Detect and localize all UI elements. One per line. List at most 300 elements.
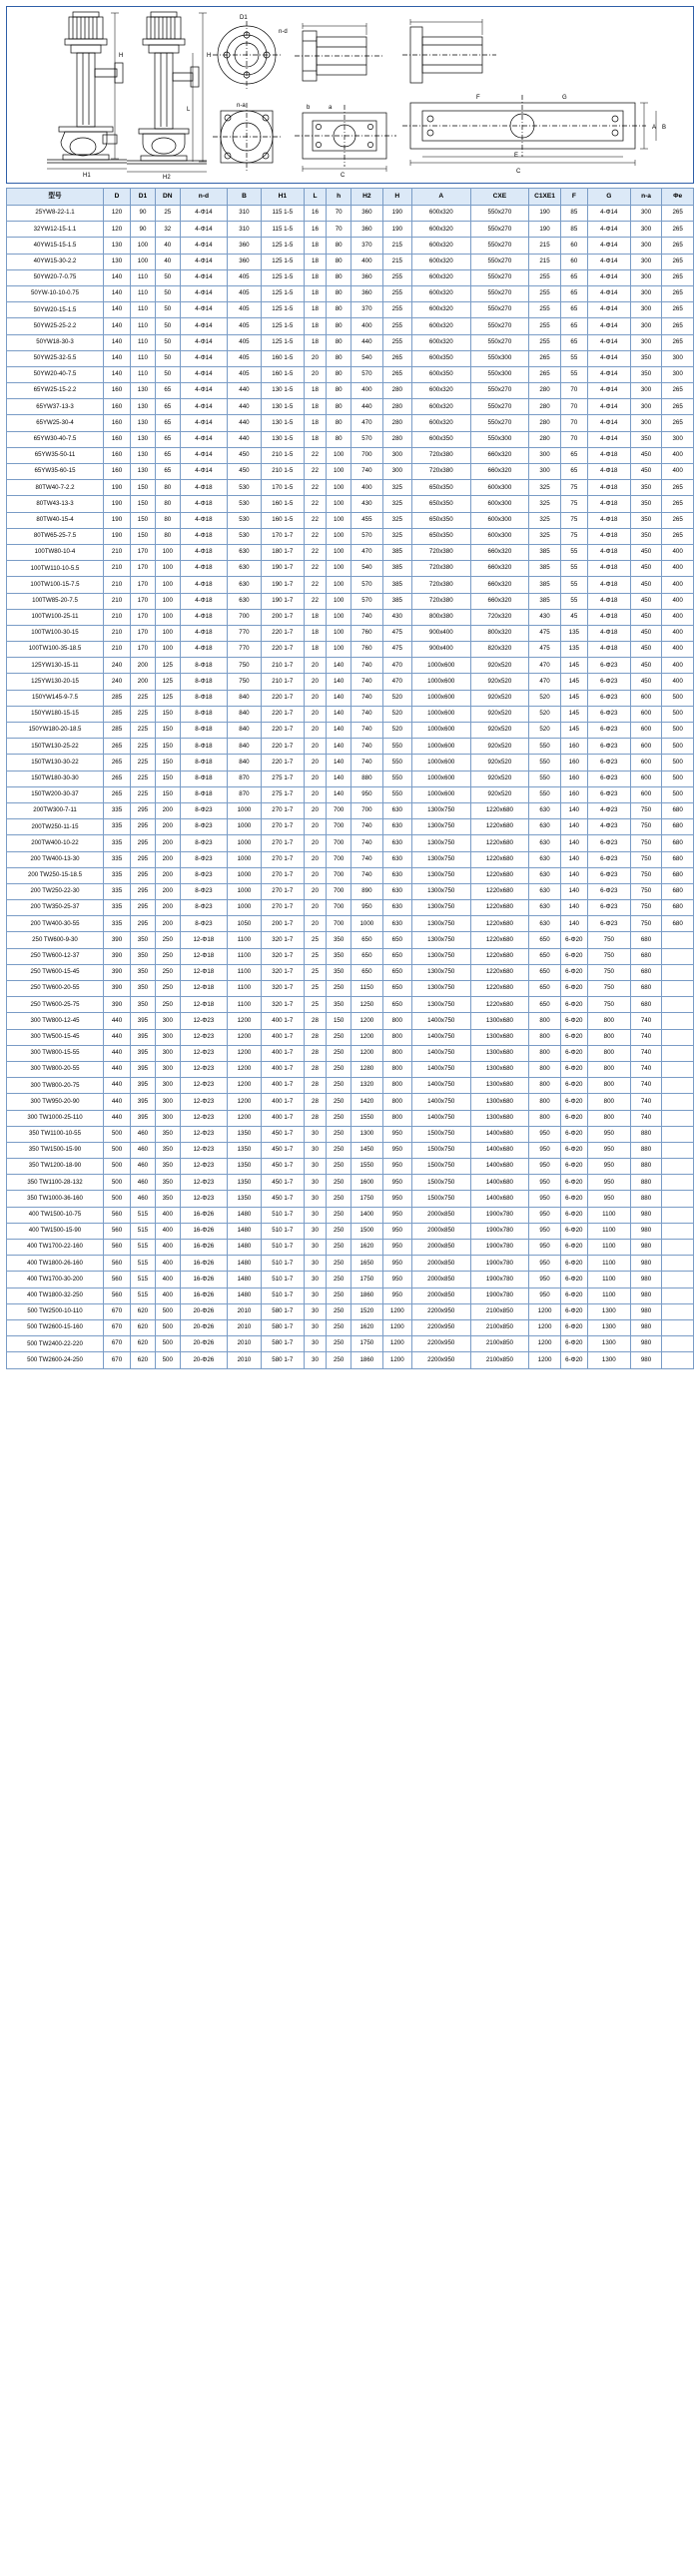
- cell-value: 190: [103, 528, 130, 544]
- baseplate-rect-view: [295, 105, 396, 172]
- cell-value: 530: [228, 480, 262, 496]
- cell-value: 440: [351, 334, 383, 350]
- cell-value: 30: [304, 1223, 327, 1239]
- cell-value: 30: [304, 1256, 327, 1272]
- cell-value: 100: [327, 480, 351, 496]
- cell-value: 16-Φ26: [180, 1256, 227, 1272]
- cell-value: 6-Φ23: [587, 900, 630, 916]
- cell-value: 800: [529, 1045, 561, 1061]
- cell-value: 18: [304, 383, 327, 399]
- cell-value: 800: [587, 1013, 630, 1029]
- cell-value: 12-Φ23: [180, 1191, 227, 1207]
- cell-value: 320 1-7: [261, 948, 304, 964]
- cell-value: 740: [351, 835, 383, 851]
- cell-value: 1500x750: [411, 1159, 470, 1175]
- cell-value: 1400x750: [411, 1045, 470, 1061]
- cell-value: 300: [630, 399, 662, 415]
- cell-value: 50: [155, 285, 180, 301]
- cell-model: 40YW15-15-1.5: [7, 238, 104, 254]
- table-row: [7, 254, 694, 269]
- cell-value: 1900x780: [470, 1256, 529, 1272]
- cell-value: 30: [304, 1272, 327, 1288]
- cell-value: 800: [382, 1013, 411, 1029]
- cell-value: 140: [103, 318, 130, 334]
- cell-value: 295: [131, 883, 156, 899]
- cell-value: 360: [228, 238, 262, 254]
- cell-value: 800: [587, 1029, 630, 1045]
- cell-value: 6-Φ20: [560, 1061, 587, 1077]
- cell-value: 160 1-5: [261, 366, 304, 382]
- cell-value: 250: [327, 1191, 351, 1207]
- cell-value: [662, 1094, 694, 1110]
- table-row: [7, 399, 694, 415]
- cell-value: 1300x680: [470, 1078, 529, 1094]
- svg-text:H1: H1: [83, 173, 91, 179]
- cell-value: 950: [529, 1175, 561, 1191]
- cell-value: 700: [327, 883, 351, 899]
- cell-value: 1750: [351, 1191, 383, 1207]
- cell-value: 770: [228, 642, 262, 658]
- cell-value: 1200: [529, 1336, 561, 1352]
- cell-value: 750: [228, 674, 262, 690]
- cell-value: 335: [103, 883, 130, 899]
- cell-value: 450 1-7: [261, 1159, 304, 1175]
- cell-value: 385: [382, 561, 411, 577]
- cell-value: 16: [304, 222, 327, 238]
- cell-value: 6-Φ20: [560, 1078, 587, 1094]
- cell-model: 50YW20-15-1.5: [7, 302, 104, 318]
- cell-value: 190: [382, 222, 411, 238]
- cell-value: 550x270: [470, 222, 529, 238]
- cell-value: 70: [560, 399, 587, 415]
- cell-value: 360: [351, 269, 383, 285]
- cell-value: 4-Φ14: [180, 222, 227, 238]
- cell-value: 720x380: [411, 447, 470, 463]
- cell-value: 680: [662, 819, 694, 835]
- cell-value: 18: [304, 431, 327, 447]
- cell-value: 950: [587, 1126, 630, 1142]
- cell-value: 385: [529, 577, 561, 593]
- cell-value: 400: [351, 383, 383, 399]
- cell-value: 350: [630, 496, 662, 512]
- cell-value: 600x300: [470, 528, 529, 544]
- cell-model: 300 TW800-12-45: [7, 1013, 104, 1029]
- cell-value: 880: [630, 1159, 662, 1175]
- cell-value: 16-Φ26: [180, 1223, 227, 1239]
- cell-value: 1250: [351, 997, 383, 1013]
- cell-value: 6-Φ20: [560, 1126, 587, 1142]
- cell-value: 1200: [351, 1045, 383, 1061]
- cell-value: 320 1-7: [261, 964, 304, 980]
- cell-value: 265: [662, 206, 694, 222]
- cell-value: 600x320: [411, 415, 470, 431]
- cell-model: 100TW80-10-4: [7, 544, 104, 560]
- cell-value: 400: [662, 544, 694, 560]
- cell-value: 1300x680: [470, 1094, 529, 1110]
- cell-value: 980: [630, 1223, 662, 1239]
- cell-value: 950: [529, 1207, 561, 1223]
- cell-value: 18: [304, 609, 327, 625]
- cell-value: 300: [155, 1061, 180, 1077]
- cell-value: 325: [529, 480, 561, 496]
- cell-value: 300: [662, 350, 694, 366]
- cell-value: 70: [560, 383, 587, 399]
- cell-value: 920x520: [470, 658, 529, 674]
- cell-value: 460: [131, 1142, 156, 1158]
- cell-value: 350: [630, 512, 662, 528]
- cell-value: 140: [327, 674, 351, 690]
- cell-value: 265: [662, 238, 694, 254]
- cell-value: 140: [560, 819, 587, 835]
- cell-value: [662, 1191, 694, 1207]
- cell-value: 335: [103, 900, 130, 916]
- table-row: [7, 609, 694, 625]
- cell-value: 650: [382, 948, 411, 964]
- cell-value: 600x320: [411, 302, 470, 318]
- cell-value: 190 1-7: [261, 593, 304, 609]
- cell-value: 800: [587, 1094, 630, 1110]
- cell-value: 950: [587, 1159, 630, 1175]
- cell-value: 1100: [587, 1256, 630, 1272]
- cell-value: 300: [155, 1013, 180, 1029]
- cell-value: 100: [131, 238, 156, 254]
- cell-value: 1400x680: [470, 1191, 529, 1207]
- cell-value: 160: [103, 383, 130, 399]
- cell-value: 12-Φ23: [180, 1078, 227, 1094]
- cell-value: 6-Φ20: [560, 1142, 587, 1158]
- cell-value: 390: [103, 948, 130, 964]
- cell-value: 1000x600: [411, 786, 470, 802]
- cell-value: 800: [587, 1078, 630, 1094]
- cell-value: 6-Φ20: [560, 1336, 587, 1352]
- cell-value: 980: [630, 1288, 662, 1303]
- cell-value: 530: [228, 512, 262, 528]
- cell-model: 80TW43-13-3: [7, 496, 104, 512]
- table-row: [7, 625, 694, 641]
- cell-value: 395: [131, 1061, 156, 1077]
- cell-value: 6-Φ23: [587, 739, 630, 755]
- cell-value: 55: [560, 544, 587, 560]
- cell-value: 900x400: [411, 642, 470, 658]
- cell-value: 12-Φ23: [180, 1126, 227, 1142]
- svg-text:G: G: [562, 95, 567, 101]
- cell-model: 32YW12-15-1.1: [7, 222, 104, 238]
- cell-value: 900x400: [411, 625, 470, 641]
- cell-value: 4-Φ14: [587, 238, 630, 254]
- cell-value: 2200x950: [411, 1352, 470, 1368]
- cell-value: 840: [228, 723, 262, 739]
- cell-model: 200 TW400-13-30: [7, 851, 104, 867]
- cell-value: 1500x750: [411, 1142, 470, 1158]
- cell-value: 65: [560, 318, 587, 334]
- cell-value: 190: [103, 512, 130, 528]
- cell-value: 20-Φ26: [180, 1303, 227, 1319]
- cell-value: 325: [382, 528, 411, 544]
- cell-value: 295: [131, 835, 156, 851]
- cell-value: 300: [382, 447, 411, 463]
- cell-value: 740: [351, 739, 383, 755]
- cell-value: 255: [529, 269, 561, 285]
- cell-value: 130 1-5: [261, 415, 304, 431]
- cell-value: 760: [351, 642, 383, 658]
- cell-value: 6-Φ20: [560, 932, 587, 948]
- cell-value: 280: [382, 383, 411, 399]
- cell-value: 360: [351, 206, 383, 222]
- cell-value: 920x520: [470, 706, 529, 722]
- cell-model: 100TW100-30-15: [7, 625, 104, 641]
- table-row: [7, 948, 694, 964]
- cell-value: 30: [304, 1126, 327, 1142]
- cell-value: 450 1-7: [261, 1126, 304, 1142]
- cell-value: 1220x680: [470, 916, 529, 932]
- cell-value: 950: [529, 1142, 561, 1158]
- cell-value: 630: [382, 900, 411, 916]
- col-header-nd: n-d: [180, 189, 227, 206]
- cell-value: 740: [351, 658, 383, 674]
- cell-model: 250 TW600-12-37: [7, 948, 104, 964]
- cell-value: 170 1-5: [261, 480, 304, 496]
- cell-value: 220 1-7: [261, 739, 304, 755]
- cell-value: 80: [327, 383, 351, 399]
- cell-value: 880: [630, 1126, 662, 1142]
- cell-value: 18: [304, 399, 327, 415]
- cell-value: 740: [630, 1061, 662, 1077]
- cell-value: 300: [382, 464, 411, 480]
- cell-value: 570: [351, 593, 383, 609]
- cell-value: 550: [529, 755, 561, 771]
- cell-value: 20: [304, 674, 327, 690]
- cell-value: 1300: [587, 1336, 630, 1352]
- cell-value: 450: [228, 464, 262, 480]
- cell-value: 450: [630, 544, 662, 560]
- cell-value: 8-Φ18: [180, 771, 227, 786]
- cell-value: 4-Φ18: [587, 609, 630, 625]
- cell-value: 2010: [228, 1319, 262, 1335]
- cell-value: 550: [529, 786, 561, 802]
- cell-value: 6-Φ20: [560, 1223, 587, 1239]
- cell-value: [662, 1142, 694, 1158]
- cell-value: 1620: [351, 1240, 383, 1256]
- cell-value: 750: [630, 835, 662, 851]
- cell-value: 190: [382, 206, 411, 222]
- cell-value: 740: [630, 1078, 662, 1094]
- cell-value: 950: [382, 1272, 411, 1288]
- cell-value: 325: [529, 528, 561, 544]
- cell-value: 1300x750: [411, 900, 470, 916]
- cell-value: 700: [327, 835, 351, 851]
- cell-value: 170: [131, 544, 156, 560]
- cell-value: 1000x600: [411, 771, 470, 786]
- cell-value: 18: [304, 415, 327, 431]
- cell-value: [662, 1256, 694, 1272]
- cell-model: 400 TW1700-22-160: [7, 1240, 104, 1256]
- cell-value: 6-Φ20: [560, 1110, 587, 1126]
- cell-value: 12-Φ23: [180, 1061, 227, 1077]
- cell-value: [662, 1223, 694, 1239]
- cell-value: 920x520: [470, 755, 529, 771]
- cell-value: 335: [103, 819, 130, 835]
- cell-value: 350: [131, 981, 156, 997]
- col-header-na: n-a: [630, 189, 662, 206]
- cell-value: 295: [131, 900, 156, 916]
- cell-value: 1300x750: [411, 964, 470, 980]
- cell-value: 320 1-7: [261, 981, 304, 997]
- cell-value: 8-Φ23: [180, 867, 227, 883]
- cell-value: 515: [131, 1272, 156, 1288]
- cell-value: 1150: [351, 981, 383, 997]
- cell-value: 150: [131, 496, 156, 512]
- cell-value: [662, 1207, 694, 1223]
- cell-value: 270 1-7: [261, 883, 304, 899]
- cell-value: 22: [304, 561, 327, 577]
- cell-value: 250: [327, 1352, 351, 1368]
- cell-value: 8-Φ23: [180, 802, 227, 818]
- cell-value: 65: [155, 431, 180, 447]
- cell-value: 600: [630, 690, 662, 706]
- cell-value: 1350: [228, 1175, 262, 1191]
- cell-value: 350: [327, 997, 351, 1013]
- cell-value: 250: [327, 1045, 351, 1061]
- cell-value: 240: [103, 658, 130, 674]
- cell-value: 630: [382, 851, 411, 867]
- cell-value: 470: [529, 674, 561, 690]
- cell-value: 405: [228, 269, 262, 285]
- cell-value: 540: [351, 561, 383, 577]
- cell-value: 325: [382, 512, 411, 528]
- cell-value: 4-Φ23: [587, 802, 630, 818]
- cell-value: 4-Φ14: [587, 334, 630, 350]
- cell-value: 400: [155, 1207, 180, 1223]
- cell-value: 500: [662, 786, 694, 802]
- cell-value: 630: [529, 900, 561, 916]
- cell-value: 550x270: [470, 254, 529, 269]
- cell-value: 360: [228, 254, 262, 269]
- cell-value: 125 1-5: [261, 254, 304, 269]
- cell-model: 400 TW1800-32-250: [7, 1288, 104, 1303]
- cell-value: 950: [529, 1126, 561, 1142]
- cell-model: 40YW15-30-2.2: [7, 254, 104, 269]
- cell-value: 560: [103, 1223, 130, 1239]
- cell-value: 1400x750: [411, 1110, 470, 1126]
- table-row: [7, 350, 694, 366]
- cell-value: 450: [630, 674, 662, 690]
- cell-value: 20: [304, 883, 327, 899]
- cell-value: 400 1-7: [261, 1013, 304, 1029]
- table-row: [7, 658, 694, 674]
- cell-value: 370: [351, 302, 383, 318]
- cell-value: 4-Φ18: [180, 480, 227, 496]
- cell-value: 65: [155, 383, 180, 399]
- cell-value: 550x270: [470, 238, 529, 254]
- cell-value: 6-Φ20: [560, 1352, 587, 1368]
- cell-value: 255: [382, 285, 411, 301]
- cell-value: 20: [304, 690, 327, 706]
- cell-model: 350 TW1100-28-132: [7, 1175, 104, 1191]
- cell-value: 225: [131, 706, 156, 722]
- cell-value: 18: [304, 334, 327, 350]
- cell-value: 650x350: [411, 528, 470, 544]
- cell-value: 4-Φ14: [587, 350, 630, 366]
- cell-value: 140: [327, 771, 351, 786]
- svg-text:B: B: [662, 125, 667, 131]
- cell-value: 660x320: [470, 593, 529, 609]
- cell-value: 1100: [228, 932, 262, 948]
- cell-value: 4-Φ18: [180, 528, 227, 544]
- cell-value: 250: [327, 1061, 351, 1077]
- cell-value: 30: [304, 1175, 327, 1191]
- cell-value: 25: [304, 932, 327, 948]
- cell-value: 1400x680: [470, 1126, 529, 1142]
- table-row: [7, 997, 694, 1013]
- col-header-dn: DN: [155, 189, 180, 206]
- cell-value: 2000x850: [411, 1240, 470, 1256]
- cell-value: 8-Φ18: [180, 786, 227, 802]
- table-row: [7, 1061, 694, 1077]
- cell-value: 300: [155, 1029, 180, 1045]
- cell-value: [662, 1336, 694, 1352]
- cell-value: 80: [155, 528, 180, 544]
- specification-table: [6, 188, 694, 1369]
- cell-value: 1220x680: [470, 802, 529, 818]
- cell-value: 4-Φ14: [180, 447, 227, 463]
- cell-value: [662, 1045, 694, 1061]
- cell-value: 140: [560, 883, 587, 899]
- cell-value: 75: [560, 480, 587, 496]
- cell-value: 145: [560, 658, 587, 674]
- cell-value: 100: [131, 254, 156, 269]
- cell-value: 750: [228, 658, 262, 674]
- cell-value: 160 1-5: [261, 496, 304, 512]
- table-row: [7, 528, 694, 544]
- cell-value: 740: [351, 609, 383, 625]
- cell-value: 265: [103, 739, 130, 755]
- cell-value: 130: [131, 431, 156, 447]
- cell-value: 1200: [529, 1319, 561, 1335]
- page-root: [0, 6, 700, 1369]
- table-row: [7, 577, 694, 593]
- cell-value: 670: [103, 1303, 130, 1319]
- cell-value: 740: [630, 1094, 662, 1110]
- cell-value: 215: [529, 254, 561, 269]
- cell-value: 190: [103, 496, 130, 512]
- cell-value: 400 1-7: [261, 1029, 304, 1045]
- cell-value: 100: [155, 544, 180, 560]
- cell-value: 880: [630, 1175, 662, 1191]
- cell-value: 20: [304, 916, 327, 932]
- cell-value: 650x350: [411, 480, 470, 496]
- cell-value: 6-Φ20: [560, 1045, 587, 1061]
- cell-value: 840: [228, 755, 262, 771]
- cell-value: [662, 1240, 694, 1256]
- cell-value: 680: [662, 835, 694, 851]
- cell-value: 400: [155, 1240, 180, 1256]
- cell-model: 300 TW500-15-45: [7, 1029, 104, 1045]
- cell-value: 950: [587, 1175, 630, 1191]
- cell-value: 70: [560, 431, 587, 447]
- cell-value: 1200: [228, 1061, 262, 1077]
- cell-value: 265: [662, 415, 694, 431]
- cell-value: 1400x750: [411, 1013, 470, 1029]
- cell-value: 500: [662, 706, 694, 722]
- cell-value: 515: [131, 1288, 156, 1303]
- cell-value: [662, 1288, 694, 1303]
- cell-value: 4-Φ18: [180, 625, 227, 641]
- cell-value: 300: [630, 269, 662, 285]
- cell-value: 20: [304, 867, 327, 883]
- cell-value: 1000x600: [411, 706, 470, 722]
- col-header-g: G: [587, 189, 630, 206]
- cell-value: [662, 997, 694, 1013]
